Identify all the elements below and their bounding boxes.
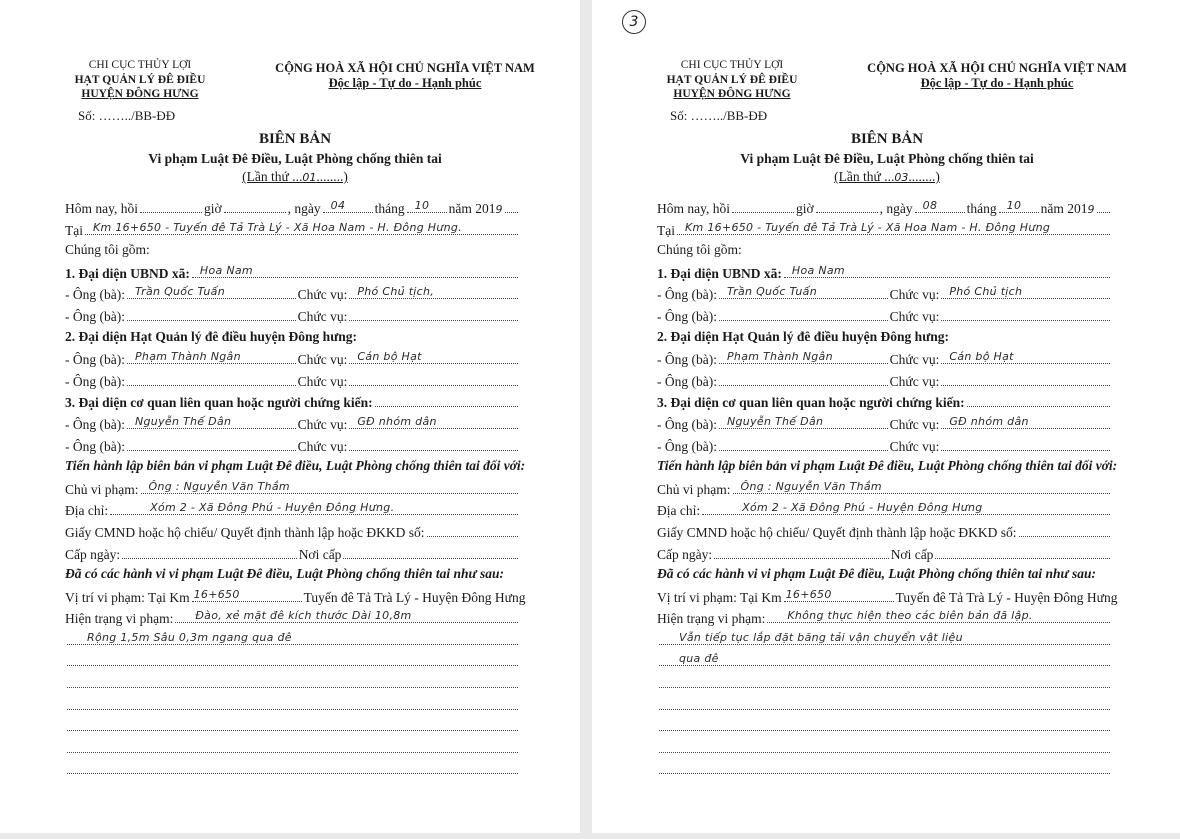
rep3-heading: [657, 393, 1112, 415]
report-page-2: [592, 0, 1180, 833]
blank-line: [65, 717, 520, 739]
dotted-fill-line: [941, 307, 1110, 321]
document-number: Số: ……../BB-ĐĐ: [78, 108, 176, 123]
document-title: BIÊN BẢN: [850, 131, 924, 147]
label: Chức vụ:: [889, 438, 940, 454]
document-title: BIÊN BẢN: [258, 131, 332, 147]
place-value: Km 16+650 - Tuyến đê Tả Trà Lý - Xã Hoa Nam - H. Đông Hưng.: [93, 220, 462, 234]
label: - Ông (bà):: [657, 373, 717, 389]
dotted-fill-line: [719, 350, 888, 364]
rep2-heading: [65, 329, 520, 351]
dotted-fill-line: [67, 652, 518, 666]
rep2-person-2: [657, 372, 1112, 394]
label: - Ông (bà):: [65, 373, 125, 389]
national-header: [862, 61, 1132, 91]
unit-name: HẠT QUẢN LÝ ĐÊ ĐIỀU: [666, 73, 798, 86]
label: Chức vụ:: [297, 416, 348, 432]
document-subtitle: Vi phạm Luật Đê Điều, Luật Phòng chống thiên tai: [148, 151, 442, 166]
page-number-mark: 3: [622, 10, 646, 34]
dotted-fill-line: [941, 372, 1110, 386]
label: - Ông (bà):: [65, 308, 125, 324]
address-value: Xóm 2 - Xã Đông Phú - Huyện Đông Hưng: [742, 501, 983, 515]
label: 3. Đại diện cơ quan liên quan hoặc người chứng kiến:: [657, 395, 965, 411]
dotted-fill-line: [941, 437, 1110, 451]
label: Chức vụ:: [297, 308, 348, 324]
dotted-fill-line: [505, 199, 518, 213]
dotted-fill-line: [999, 199, 1039, 213]
rep2-person: [657, 350, 1112, 372]
label: Tại: [657, 222, 675, 238]
rep3-person-2: [657, 437, 1112, 459]
label: - Ông (bà):: [65, 352, 125, 368]
motto: Độc lập - Tự do - Hạnh phúc: [328, 76, 482, 90]
label: - Ông (bà):: [657, 416, 717, 432]
id-line: [657, 523, 1112, 545]
label: - Ông (bà):: [657, 352, 717, 368]
proceed-heading: [65, 458, 526, 480]
blank-line: [65, 696, 520, 718]
rep3-heading: [65, 393, 520, 415]
label: Nơi cấp: [298, 546, 342, 562]
label: Hiện trạng vi phạm:: [657, 611, 766, 627]
address-value: Xóm 2 - Xã Đông Phú - Huyện Đông Hưng.: [150, 501, 395, 515]
acts-heading: [657, 566, 1112, 588]
dotted-fill-line: [967, 393, 1110, 407]
dotted-fill-line: [719, 372, 888, 386]
label: 1. Đại diện UBND xã:: [657, 265, 782, 281]
label: tháng: [966, 201, 997, 216]
label: giờ: [204, 201, 222, 216]
dotted-fill-line: [702, 501, 1110, 515]
violator-value: Ông : Nguyễn Văn Thắm: [740, 479, 882, 493]
label: Chức vụ:: [297, 287, 348, 303]
status-value-2: Rộng 1,5m Sâu 0,3m ngang qua đê: [87, 630, 292, 644]
dotted-fill-line: [67, 696, 518, 710]
dotted-fill-line: [127, 415, 296, 429]
we-include-line: [657, 242, 1112, 264]
label: Chức vụ:: [889, 308, 940, 324]
km-value: 16+650: [785, 587, 832, 601]
label: 1. Đại diện UBND xã:: [65, 265, 190, 281]
attempt-value: 01: [302, 171, 317, 184]
status-line-3: [657, 652, 1112, 674]
attempt-suffix: ........): [316, 169, 348, 184]
id-line: [65, 523, 520, 545]
dotted-fill-line: [67, 674, 518, 688]
attempt-value: 03: [894, 171, 909, 184]
dotted-fill-line: [659, 739, 1110, 753]
agency-name: CHI CỤC THỦY LỢI: [680, 59, 784, 71]
year-digit: 9: [495, 203, 503, 216]
label: năm 201: [448, 201, 496, 216]
dotted-fill-line: [767, 609, 1110, 623]
report-page-1: [0, 0, 580, 833]
label: , ngày: [879, 201, 913, 216]
label: - Ông (bà):: [657, 438, 717, 454]
dotted-fill-line: [140, 199, 202, 213]
label: Tại: [65, 222, 83, 238]
label: Chức vụ:: [889, 373, 940, 389]
status-line-2: [657, 631, 1112, 653]
rep1-position: Phó Chủ tịch,: [357, 285, 435, 299]
label: Chức vụ:: [889, 287, 940, 303]
label: tháng: [374, 201, 405, 216]
dotted-fill-line: [941, 415, 1110, 429]
label: Chúng tôi gồm:: [65, 242, 150, 258]
dotted-fill-line: [659, 652, 1110, 666]
place-line: [65, 221, 520, 243]
dotted-fill-line: [677, 221, 1110, 235]
rep2-heading: [657, 329, 1112, 351]
label: 2. Đại diện Hạt Quản lý đê điều huyện Đông hưng:: [65, 328, 358, 344]
dotted-fill-line: [349, 372, 518, 386]
commune-value: Hoa Nam: [791, 263, 845, 277]
rep1-name: Trần Quốc Tuấn: [726, 285, 817, 299]
attempt-prefix: (Lần thứ ...: [242, 169, 303, 184]
dotted-fill-line: [67, 760, 518, 774]
label: Tiến hành lập biên bản vi phạm Luật Đê điều, Luật Phòng chống thiên tai đối với:: [657, 458, 1118, 474]
nation-name: CỘNG HOÀ XÃ HỘI CHỦ NGHĨA VIỆT NAM: [867, 61, 1127, 75]
label: Tiến hành lập biên bản vi phạm Luật Đê điều, Luật Phòng chống thiên tai đối với:: [65, 458, 526, 474]
motto: Độc lập - Tự do - Hạnh phúc: [920, 76, 1074, 90]
violator-line: [65, 480, 520, 502]
label: Chức vụ:: [297, 352, 348, 368]
national-header: [270, 61, 540, 91]
day-value: 08: [922, 199, 938, 212]
label: - Ông (bà):: [65, 287, 125, 303]
dotted-fill-line: [127, 307, 296, 321]
dotted-fill-line: [784, 588, 894, 602]
dotted-fill-line: [719, 285, 888, 299]
label: Chức vụ:: [297, 438, 348, 454]
unit-name: HẠT QUẢN LÝ ĐÊ ĐIỀU: [74, 73, 206, 86]
label: năm 201: [1040, 201, 1088, 216]
label: 3. Đại diện cơ quan liên quan hoặc người chứng kiến:: [65, 395, 373, 411]
label: Giấy CMND hoặc hộ chiếu/ Quyết định thành lập hoặc ĐKKD số:: [65, 524, 425, 540]
dotted-fill-line: [407, 199, 447, 213]
form-body: [657, 199, 1118, 782]
issuer-block: [632, 58, 832, 102]
rep1-name: Trần Quốc Tuấn: [134, 285, 225, 299]
dotted-fill-line: [375, 393, 518, 407]
dotted-fill-line: [127, 285, 296, 299]
dotted-fill-line: [192, 588, 302, 602]
dotted-fill-line: [915, 199, 965, 213]
label: Chức vụ:: [297, 373, 348, 389]
blank-line: [65, 674, 520, 696]
agency-name: CHI CỤC THỦY LỢI: [88, 59, 192, 71]
rep2-person: [65, 350, 520, 372]
dotted-fill-line: [122, 545, 297, 559]
dotted-fill-line: [714, 545, 889, 559]
dotted-fill-line: [110, 501, 518, 515]
label: Chức vụ:: [889, 352, 940, 368]
dotted-fill-line: [659, 631, 1110, 645]
we-include-line: [65, 242, 520, 264]
attempt-prefix: (Lần thứ ...: [834, 169, 895, 184]
place-value: Km 16+650 - Tuyến đê Tả Trà Lý - Xã Hoa Nam - H. Đông Hưng: [685, 220, 1051, 234]
label: Hiện trạng vi phạm:: [65, 611, 174, 627]
dotted-fill-line: [192, 264, 518, 278]
rep1-person: [657, 285, 1112, 307]
dotted-fill-line: [349, 437, 518, 451]
dotted-fill-line: [935, 545, 1110, 559]
dotted-fill-line: [343, 545, 518, 559]
label: Tuyến đê Tả Trà Lý - Huyện Đông Hưng: [895, 589, 1118, 605]
dotted-fill-line: [719, 437, 888, 451]
label: Hôm nay, hồi: [657, 201, 730, 216]
year-digit: 9: [1087, 203, 1095, 216]
rep2-name: Phạm Thành Ngân: [726, 350, 833, 364]
document-number: Số: ……../BB-ĐĐ: [670, 108, 768, 123]
rep1-person-2: [65, 307, 520, 329]
status-value-3: qua đê: [679, 652, 719, 666]
month-value: 10: [414, 199, 430, 212]
status-line: [657, 609, 1112, 631]
label: - Ông (bà):: [657, 308, 717, 324]
rep2-name: Phạm Thành Ngân: [134, 350, 241, 364]
dotted-fill-line: [349, 415, 518, 429]
location-line: [657, 587, 1118, 610]
dotted-fill-line: [141, 480, 519, 494]
address-line: [657, 501, 1112, 523]
dotted-fill-line: [719, 415, 888, 429]
blank-line: [65, 760, 520, 782]
issuer-block: [40, 58, 240, 102]
label: Cấp ngày:: [657, 546, 713, 562]
label: Đã có các hành vi vi phạm Luật Đê điều, Luật Phòng chống thiên tai như sau:: [657, 566, 1097, 582]
status-line: [65, 609, 520, 631]
dotted-fill-line: [427, 523, 518, 537]
label: Tuyến đê Tả Trà Lý - Huyện Đông Hưng: [303, 589, 526, 605]
rep3-person: [65, 415, 520, 437]
blank-line: [657, 717, 1112, 739]
district-name: HUYỆN ĐÔNG HƯNG: [673, 88, 791, 100]
date-line: [65, 199, 520, 221]
dotted-fill-line: [784, 264, 1110, 278]
attempt-suffix: ........): [908, 169, 940, 184]
dotted-fill-line: [224, 199, 286, 213]
label: Giấy CMND hoặc hộ chiếu/ Quyết định thành lập hoặc ĐKKD số:: [657, 524, 1017, 540]
label: - Ông (bà):: [657, 287, 717, 303]
km-value: 16+650: [193, 587, 240, 601]
dotted-fill-line: [127, 350, 296, 364]
dotted-fill-line: [127, 437, 296, 451]
dotted-fill-line: [733, 480, 1111, 494]
form-body: [65, 199, 526, 782]
dotted-fill-line: [1097, 199, 1110, 213]
label: 2. Đại diện Hạt Quản lý đê điều huyện Đông hưng:: [657, 328, 950, 344]
blank-line: [657, 674, 1112, 696]
blank-line: [65, 739, 520, 761]
label: Hôm nay, hồi: [65, 201, 138, 216]
month-value: 10: [1006, 199, 1022, 212]
rep3-person-2: [65, 437, 520, 459]
label: Chủ vi phạm:: [657, 481, 731, 497]
dotted-fill-line: [349, 285, 518, 299]
place-line: [657, 221, 1112, 243]
label: , ngày: [287, 201, 321, 216]
document-subtitle: Vi phạm Luật Đê Điều, Luật Phòng chống thiên tai: [740, 151, 1034, 166]
dotted-fill-line: [67, 717, 518, 731]
commune-value: Hoa Nam: [199, 263, 253, 277]
attempt-number: [592, 169, 1180, 185]
issue-line: [657, 545, 1112, 567]
label: giờ: [796, 201, 814, 216]
dotted-fill-line: [323, 199, 373, 213]
status-value-1: Không thực hiện theo các biên bản đã lập.: [787, 609, 1033, 623]
label: Vị trí vi phạm: Tại Km: [65, 589, 190, 605]
attempt-number: [0, 169, 590, 185]
dotted-fill-line: [85, 221, 518, 235]
rep1-heading: [657, 264, 1112, 286]
rep3-name: Nguyễn Thế Dân: [726, 414, 824, 428]
dotted-fill-line: [816, 199, 878, 213]
label: Chức vụ:: [889, 416, 940, 432]
date-line: [657, 199, 1112, 221]
label: Địa chỉ:: [65, 503, 109, 519]
dotted-fill-line: [127, 372, 296, 386]
label: Cấp ngày:: [65, 546, 121, 562]
label: Nơi cấp: [890, 546, 934, 562]
dotted-fill-line: [67, 631, 518, 645]
dotted-fill-line: [67, 739, 518, 753]
blank-line: [657, 696, 1112, 718]
rep3-position: GĐ nhóm dân: [357, 414, 437, 428]
nation-name: CỘNG HOÀ XÃ HỘI CHỦ NGHĨA VIỆT NAM: [275, 61, 535, 75]
status-line-3: [65, 652, 520, 674]
dotted-fill-line: [659, 760, 1110, 774]
label: Chủ vi phạm:: [65, 481, 139, 497]
dotted-fill-line: [659, 674, 1110, 688]
status-value-1: Đào, xẻ mặt đê kích thước Dài 10,8m: [195, 609, 412, 623]
rep1-person-2: [657, 307, 1112, 329]
dotted-fill-line: [941, 285, 1110, 299]
proceed-heading: [657, 458, 1118, 480]
rep3-name: Nguyễn Thế Dân: [134, 414, 232, 428]
dotted-fill-line: [659, 696, 1110, 710]
label: Địa chỉ:: [657, 503, 701, 519]
label: Chúng tôi gồm:: [657, 242, 742, 258]
day-value: 04: [330, 199, 346, 212]
rep3-person: [657, 415, 1112, 437]
blank-line: [657, 739, 1112, 761]
location-line: [65, 587, 526, 610]
dotted-fill-line: [719, 307, 888, 321]
status-value-2: Vẫn tiếp tục lắp đặt băng tải vận chuyển vật liệu: [679, 630, 963, 644]
dotted-fill-line: [732, 199, 794, 213]
label: Vị trí vi phạm: Tại Km: [657, 589, 782, 605]
label: Đã có các hành vi vi phạm Luật Đê điều, Luật Phòng chống thiên tai như sau:: [65, 566, 505, 582]
status-line-2: [65, 631, 520, 653]
address-line: [65, 501, 520, 523]
dotted-fill-line: [941, 350, 1110, 364]
rep1-position: Phó Chủ tịch: [949, 285, 1023, 299]
dotted-fill-line: [349, 307, 518, 321]
rep1-heading: [65, 264, 520, 286]
dotted-fill-line: [349, 350, 518, 364]
acts-heading: [65, 566, 520, 588]
label: - Ông (bà):: [65, 438, 125, 454]
dotted-fill-line: [175, 609, 518, 623]
issue-line: [65, 545, 520, 567]
rep2-position: Cán bộ Hạt: [949, 350, 1014, 364]
rep2-person-2: [65, 372, 520, 394]
violator-line: [657, 480, 1112, 502]
dotted-fill-line: [1019, 523, 1110, 537]
rep1-person: [65, 285, 520, 307]
rep3-position: GĐ nhóm dân: [949, 414, 1029, 428]
blank-line: [657, 760, 1112, 782]
rep2-position: Cán bộ Hạt: [357, 350, 422, 364]
violator-value: Ông : Nguyễn Văn Thắm: [148, 479, 290, 493]
dotted-fill-line: [659, 717, 1110, 731]
district-name: HUYỆN ĐÔNG HƯNG: [81, 88, 199, 100]
label: - Ông (bà):: [65, 416, 125, 432]
